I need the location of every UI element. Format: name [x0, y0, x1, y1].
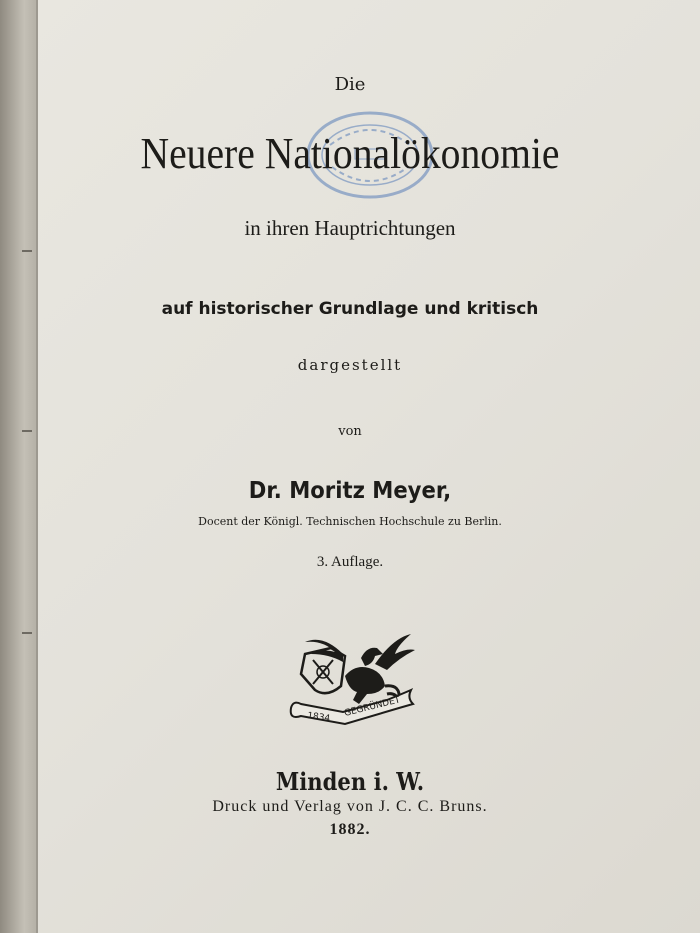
emblem-year: 1834	[306, 711, 331, 725]
publication-place: Minden i. W.	[275, 767, 425, 796]
author-name: Dr. Moritz Meyer,	[248, 478, 452, 504]
subtitle-basis: auf historischer Grundlage und kritisch	[161, 299, 539, 319]
edition: 3. Auflage.	[316, 554, 384, 570]
publication-year: 1882.	[329, 821, 371, 838]
binding-stitch	[22, 632, 32, 634]
emblem-banner-text: GEGRÜNDET	[343, 695, 402, 719]
subtitle-presented: dargestellt	[297, 356, 403, 374]
binding-stitch	[22, 250, 32, 252]
heading-small: Die	[334, 74, 366, 95]
by-line: von	[338, 424, 362, 439]
publisher: Druck und Verlag von J. C. C. Bruns.	[212, 798, 488, 815]
griffin-emblem-icon	[283, 624, 423, 732]
author-position: Docent der Königl. Technischen Hochschule zu Berlin.	[198, 515, 502, 528]
subtitle: in ihren Hauptrichtungen	[244, 216, 456, 240]
page-title: Neuere Nationalökonomie	[140, 129, 560, 178]
